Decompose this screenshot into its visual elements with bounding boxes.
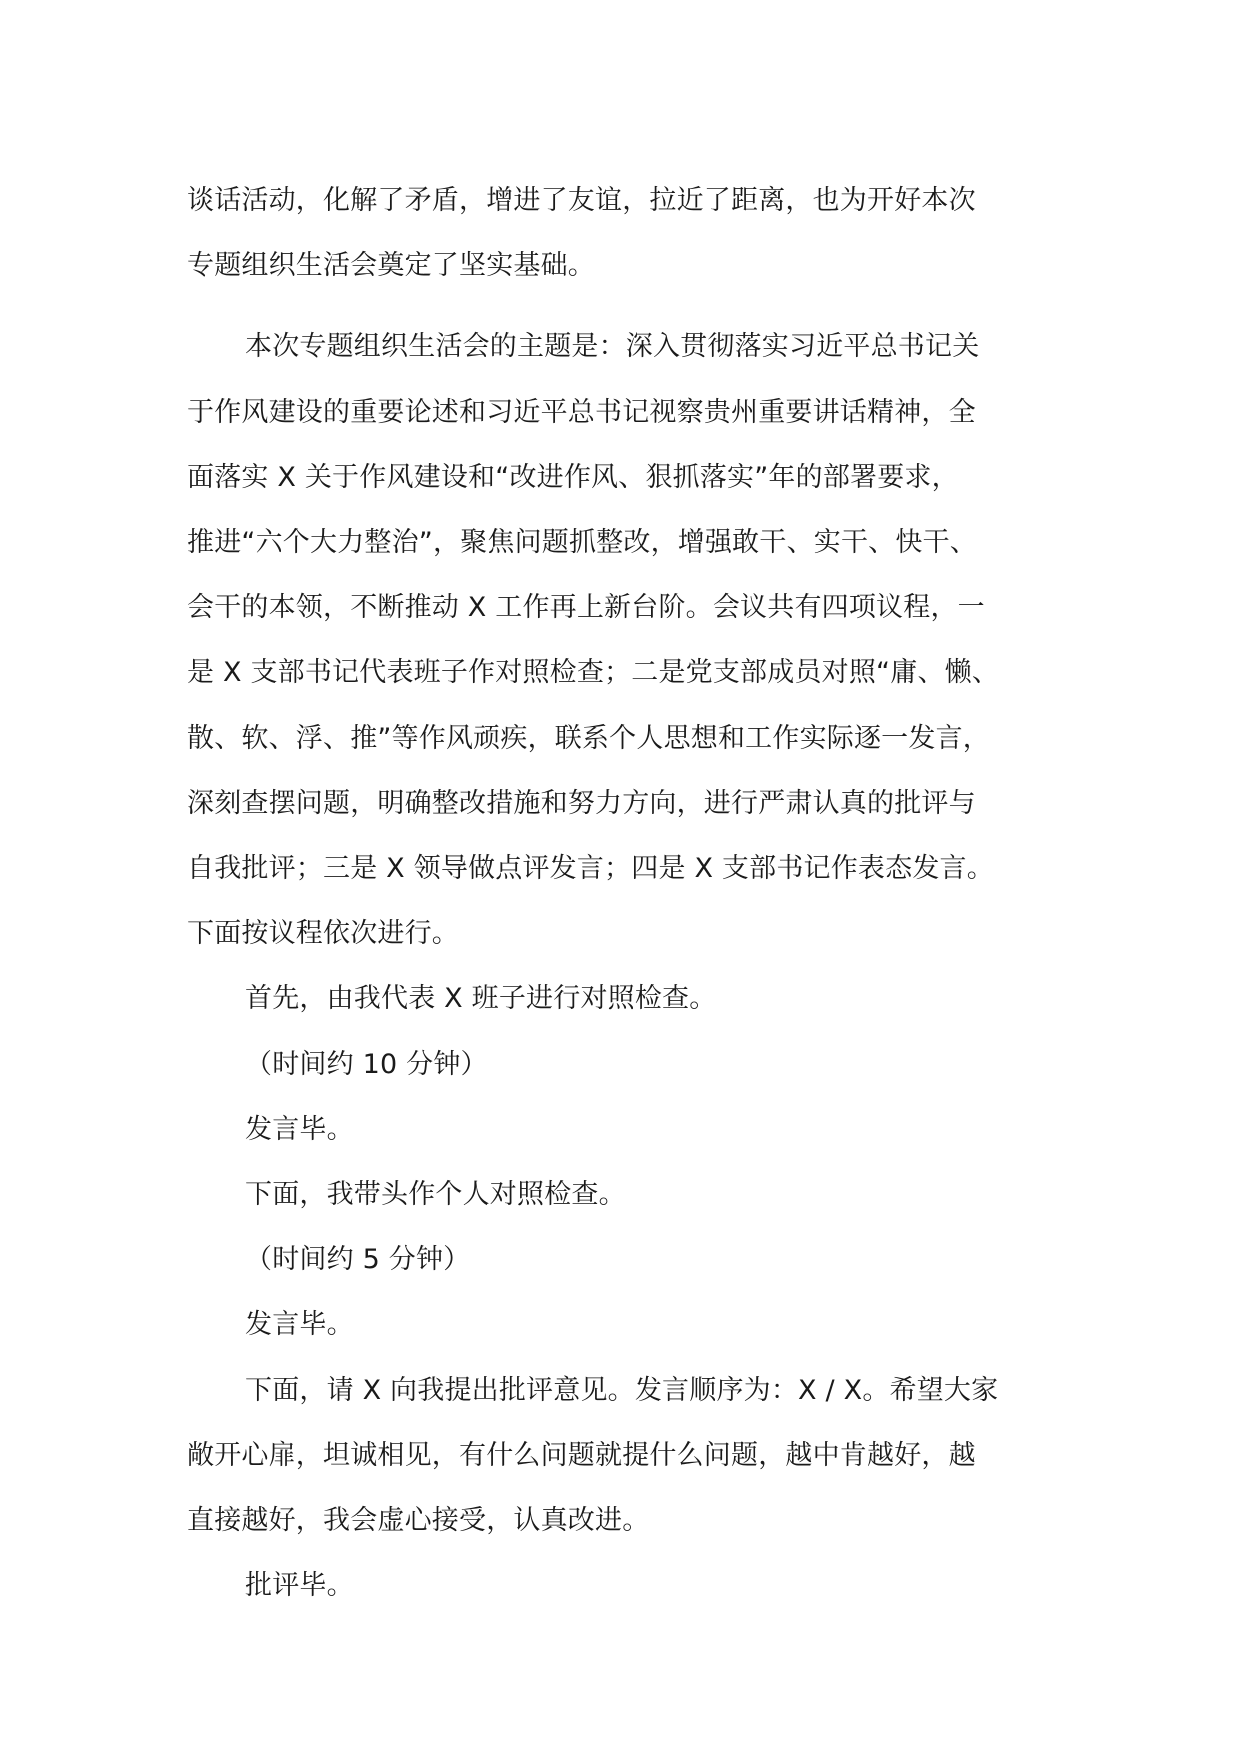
body-line: （时间约 5 分钟） [245,1244,471,1276]
body-line: 下面，我带头作个人对照检查。 [245,1179,626,1211]
body-line: 批评毕。 [245,1570,354,1602]
body-line: 于作风建设的重要论述和习近平总书记视察贵州重要讲话精神，全 [187,396,976,428]
body-line: 是 X 支部书记代表班子作对照检查；二是党支部成员对照“庸、懒、 [187,657,1000,689]
body-line: 专题组织生活会奠定了坚实基础。 [187,250,595,282]
body-line: 谈话活动，化解了矛盾，增进了友谊，拉近了距离，也为开好本次 [187,185,976,216]
body-line: 自我批评；三是 X 领导做点评发言；四是 X 支部书记作表态发言。 [187,853,994,885]
document-body [187,168,1087,1618]
body-line: 发言毕。 [245,1309,354,1341]
body-line: 推进“六个大力整治”，聚焦问题抓整改，增强敢干、实干、快干、 [187,527,977,559]
body-line: 首先，由我代表 X 班子进行对照检查。 [245,983,717,1015]
body-line: 下面按议程依次进行。 [187,918,459,950]
body-line: 本次专题组织生活会的主题是：深入贯彻落实习近平总书记关 [245,331,980,363]
body-line: 会干的本领，不断推动 X 工作再上新台阶。会议共有四项议程，一 [187,592,985,624]
body-line: 深刻查摆问题，明确整改措施和努力方向，进行严肃认真的批评与 [187,787,976,819]
body-line: 面落实 X 关于作风建设和“改进作风、狠抓落实”年的部署要求， [187,461,959,493]
body-line: （时间约 10 分钟） [245,1048,488,1080]
body-line: 直接越好，我会虚心接受，认真改进。 [187,1505,650,1537]
body-line: 敞开心扉，坦诚相见，有什么问题就提什么问题，越中肯越好，越 [187,1439,976,1471]
body-line: 散、软、浮、推”等作风顽疾，联系个人思想和工作实际逐一发言， [187,722,990,754]
body-line: 发言毕。 [245,1113,354,1145]
body-line: 下面，请 X 向我提出批评意见。发言顺序为：X / X。希望大家 [245,1374,999,1406]
